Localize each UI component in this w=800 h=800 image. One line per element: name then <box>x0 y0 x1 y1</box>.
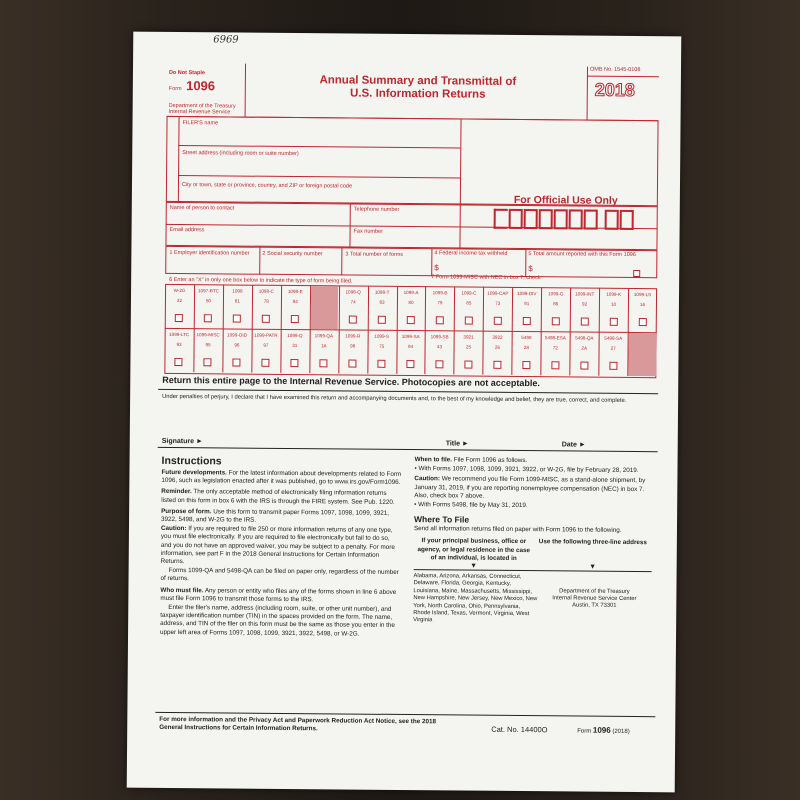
form-type-checkbox[interactable] <box>465 317 473 325</box>
form-type-label: 1098-T <box>374 289 390 295</box>
form-type-code: 78 <box>263 298 269 304</box>
form-type-label: 1099-G <box>548 291 564 297</box>
filer-block <box>166 116 659 206</box>
form-type-code: 84 <box>292 299 298 305</box>
form-type-label: 1099-Q <box>287 332 303 339</box>
form-type-label: 1099-B <box>432 290 448 296</box>
form-type-label: 1097-BTC <box>197 288 219 294</box>
bullet-may: • With Forms 5498, file by May 31, 2019. <box>414 501 528 510</box>
form-type-label: 5498-ESA <box>544 335 566 341</box>
omb-number: OMB No. 1545-0108 <box>589 66 641 74</box>
perjury-statement: Under penalties of perjury, I declare that I have examined this return and accompanying documents and, to the best of my knowledge and belief, they are true, correct, and complete. <box>162 393 627 404</box>
form-type-label: 1099-K <box>606 291 622 297</box>
form-prefix: Form <box>168 85 182 93</box>
form-type-checkbox[interactable] <box>580 362 588 370</box>
form-type-label: 1099-PATR <box>254 332 278 338</box>
form-type-code: 93 <box>176 342 182 348</box>
form-type-label: W-2G <box>173 287 186 294</box>
form-type-code: 98 <box>350 343 356 349</box>
form-type-label: 1099-R <box>345 333 361 339</box>
form-type-label: 1099-INT <box>575 291 595 297</box>
form-type-checkbox[interactable] <box>262 359 270 367</box>
form-type-checkbox[interactable] <box>204 314 212 322</box>
form-type-checkbox[interactable] <box>175 314 183 322</box>
form-type-checkbox[interactable] <box>233 315 241 323</box>
caution-misc: Caution: We recommend you file Form 1099-MISC, as a stand-alone shipment, by January 31, 2019, if you are reporting nonemployee compensation (NEC) in box 7. Also, check box 7 above. <box>414 475 646 500</box>
form-type-code: 1A <box>320 343 327 349</box>
form-type-checkbox[interactable] <box>175 358 183 366</box>
form-type-label: 3922 <box>492 334 503 340</box>
form-type-label: 3921 <box>463 334 474 340</box>
form-type-label: 1099-LS <box>633 292 652 298</box>
form-type-code: 43 <box>436 344 443 350</box>
form-type-code: 94 <box>408 344 414 350</box>
handwritten-note: 6969 <box>213 34 239 46</box>
fax-label: Fax number <box>353 228 383 235</box>
form-type-checkbox[interactable] <box>609 318 617 326</box>
form-type-checkbox[interactable] <box>523 317 531 325</box>
form-type-label: 1099-SB <box>430 334 449 340</box>
form-type-code: 86 <box>553 301 559 307</box>
form-type-label: 1099-OID <box>227 332 248 338</box>
filer-info-note: Enter the filer's name, address (including room, suite, or other unit number), and taxpayer identification number (TIN) in the spaces provided on the form. The name, address, and TIN of the filer on this form must be the same as those you enter in the upper left area of Forms 1097, 1098, 1099, 3921, 3922, 5498, or W-2G. <box>160 603 395 638</box>
when-to-file: When to file. File Form 1096 as follows. <box>414 456 528 465</box>
title-line-2: U.S. Information Returns <box>349 87 486 101</box>
form-type-checkbox[interactable] <box>493 361 501 369</box>
form-type-label: 1099-S <box>374 333 390 339</box>
form-type-label: 1098-C <box>258 288 274 294</box>
form-type-checkbox[interactable] <box>551 361 559 369</box>
catalog-number: Cat. No. 14400O <box>491 724 548 735</box>
official-use-boxes <box>494 209 635 230</box>
form-type-checkbox[interactable] <box>522 361 530 369</box>
form-number: 1096 <box>186 78 216 94</box>
form-type-label: 1098-Q <box>345 289 361 295</box>
form-type-code: 28 <box>523 345 529 351</box>
box6-label: 6 Enter an "X" in only one box below to indicate the type of form being filed. <box>169 276 353 285</box>
form-type-label: 5498-QA <box>575 335 594 341</box>
official-use-label: For Official Use Only <box>513 193 618 207</box>
phone-label: Telephone number <box>353 206 400 213</box>
form-type-code: 81 <box>234 298 240 304</box>
form-type-checkbox[interactable] <box>377 360 385 368</box>
form-type-checkbox[interactable] <box>435 360 443 368</box>
form-type-code: 31 <box>292 343 298 349</box>
email-label: Email address <box>169 226 205 234</box>
box4-label: 4 Federal income tax withheld <box>434 250 508 257</box>
form-type-code: 26 <box>494 344 500 350</box>
form-type-label: 1099-DIV <box>517 290 537 297</box>
form-type-label: 1099-A <box>403 289 419 296</box>
form-type-label: 1098-E <box>287 288 303 295</box>
box3-label: 3 Total number of forms <box>345 251 404 258</box>
form-type-checkbox[interactable] <box>551 317 559 325</box>
tax-year: 2018 <box>594 79 635 101</box>
form-type-code: 16 <box>639 302 646 308</box>
location-column-head: If your principal business, office or agency, or legal residence in the case of an individual, is located in <box>417 537 531 562</box>
title-field-label: Title ► <box>445 440 469 448</box>
title-line-1: Annual Summary and Transmittal of <box>319 74 517 88</box>
reminder: Reminder. The only acceptable method of electronically filing information returns listed on this form in box 6 with the IRS is through the FIRE system. See Pub. 1220. <box>161 488 395 506</box>
street-label: Street address (including room or suite number) <box>182 150 299 158</box>
form-type-checkbox[interactable] <box>436 316 444 324</box>
filer-name-label: FILER'S name <box>182 120 219 127</box>
form-type-code: 83 <box>379 299 385 305</box>
form-type-code: 50 <box>205 298 211 304</box>
form-1096-page <box>127 32 682 793</box>
form-type-checkbox[interactable] <box>204 358 212 366</box>
form-type-checkbox[interactable] <box>349 316 357 324</box>
form-type-checkbox[interactable] <box>348 360 356 368</box>
do-not-staple: Do Not Staple <box>168 69 206 77</box>
form-type-code: 27 <box>610 345 616 351</box>
arrow-down-icon: ▼ <box>589 563 597 571</box>
form-type-code: 72 <box>552 345 558 351</box>
form-type-checkbox[interactable] <box>291 359 299 367</box>
form-type-code: 73 <box>495 300 501 306</box>
form-type-label: 1099-C <box>461 290 477 296</box>
instructions-column <box>160 455 402 639</box>
form-type-label: 1099-SA <box>401 333 420 340</box>
purpose-of-form: Purpose of form. Use this form to transmit paper Forms 1097, 1098, 1099, 3921, 3922, 5498, and W-2G to the IRS. <box>161 507 390 524</box>
qa-note: Forms 1099-QA and 5498-QA can be filed on paper only, regardless of the number of returns. <box>160 567 399 583</box>
box4-dollar: $ <box>434 263 439 273</box>
form-type-label: 5498-SA <box>604 335 623 341</box>
form-type-checkbox[interactable] <box>378 316 386 324</box>
date-field-label: Date ► <box>561 441 586 449</box>
shaded-cell <box>310 286 338 329</box>
arrow-down-icon: ▼ <box>470 562 478 570</box>
form-type-code: 80 <box>408 300 414 306</box>
form-type-checkbox[interactable] <box>233 359 241 367</box>
box5-dollar: $ <box>528 264 533 274</box>
shaded-cell <box>628 333 656 376</box>
bullet-february: • With Forms 1097, 1098, 1099, 3921, 3922, or W-2G, file by February 28, 2019. <box>414 465 639 475</box>
form-type-code: 75 <box>379 343 385 349</box>
address-column-head: Use the following three-line address <box>538 538 647 547</box>
form-type-code: 10 <box>610 301 617 307</box>
form-type-checkbox[interactable] <box>464 361 472 369</box>
box7-checkbox[interactable] <box>633 270 640 277</box>
form-type-checkbox[interactable] <box>609 362 617 370</box>
form-type-label: 1098 <box>232 288 243 294</box>
form-type-checkbox[interactable] <box>406 360 414 368</box>
future-developments: Future developments. For the latest information about developments related to Form 1096, such as legislation enacted after it was published, go to www.irs.gov/Form1096. <box>161 468 402 487</box>
footer-form-id: Form 1096 (2018) <box>577 725 630 735</box>
form-type-code: 25 <box>465 344 472 350</box>
form-type-code: 96 <box>234 342 240 348</box>
instructions-heading: Instructions <box>161 454 222 468</box>
form-type-code: 79 <box>437 300 443 306</box>
form-type-label: 1099-CAP <box>487 290 509 296</box>
form-type-checkbox[interactable] <box>407 316 415 324</box>
form-type-code: 92 <box>582 301 588 307</box>
form-type-code: 74 <box>350 299 356 305</box>
box2-label: 2 Social security number <box>262 250 323 258</box>
form-type-code: 91 <box>524 301 530 307</box>
form-type-checkbox[interactable] <box>638 318 646 326</box>
form-type-code: 32 <box>176 298 183 304</box>
form-type-checkbox[interactable] <box>320 359 328 367</box>
box5-label: 5 Total amount reported with this Form 1096 <box>528 251 636 259</box>
city-label: City or town, state or province, country, and ZIP or foreign postal code <box>181 182 353 190</box>
form-type-checkbox[interactable] <box>580 318 588 326</box>
form-type-checkbox[interactable] <box>494 317 502 325</box>
address-line-2: Internal Revenue Service Center <box>552 595 637 603</box>
irs-label: Internal Revenue Service <box>168 108 231 116</box>
form-type-label: 1099-LTC <box>169 331 190 338</box>
who-must-file: Who must file. Any person or entity who files any of the forms shown in line 6 above must file Form 1096 to transmit those forms to the IRS. <box>160 586 397 604</box>
form-id <box>169 77 215 95</box>
return-notice: Return this entire page to the Internal Revenue Service. Photocopies are not acceptable. <box>162 374 540 389</box>
address-line-1: Department of the Treasury <box>559 588 630 596</box>
form-type-label: 1099-MISC <box>196 332 220 338</box>
form-type-code: 97 <box>263 342 269 348</box>
form-type-checkbox[interactable] <box>291 315 299 323</box>
where-to-file-text: Send all information returns filed on paper with Form 1096 to the following. <box>413 525 622 535</box>
where-to-file-heading: Where To File <box>414 514 470 525</box>
states-list: Alabama, Arizona, Arkansas, Connecticut, Delaware, Florida, Georgia, Kentucky, Louisiana, Maine, Massachusetts, Mississippi, New Hampshire, New Jersey, New Mexico, New York, North Carolina, Ohio, Pennsylvania, Rhode Island, Texas, Vermont, Virginia, West Virginia <box>413 573 538 624</box>
caution-electronic: Caution: If you are required to file 250 or more information returns of any one type, you must file electronically. If you are required to file electronically but fail to do so, and you do not have an approved waiver, you may be subject to a penalty. For more information, see part F in the 2018 General Instructions for Certain Information Returns. <box>160 525 395 566</box>
dept-label: Department of the Treasury <box>168 102 236 110</box>
form-type-code: 95 <box>205 342 211 348</box>
form-type-code: 2A <box>581 345 588 351</box>
box7-label: 7 Form 1099-MISC with NEC in box 7, check <box>431 274 541 282</box>
signature-label: Signature ► <box>161 437 203 446</box>
address-line-3: Austin, TX 73301 <box>572 602 617 610</box>
form-type-label: 5498 <box>521 335 532 341</box>
box1-label: 1 Employer identification number <box>169 249 250 257</box>
form-type-checkbox[interactable] <box>262 315 270 323</box>
form-type-code: 85 <box>466 300 472 306</box>
contact-person-label: Name of person to contact <box>169 204 235 212</box>
filing-column <box>413 456 652 627</box>
form-type-label: 1099-QA <box>314 333 334 339</box>
form-title <box>293 74 543 102</box>
footer-note: For more information and the Privacy Act and Paperwork Reduction Act Notice, see the 2018 General Instructions for Certain Information Returns. <box>159 715 437 733</box>
